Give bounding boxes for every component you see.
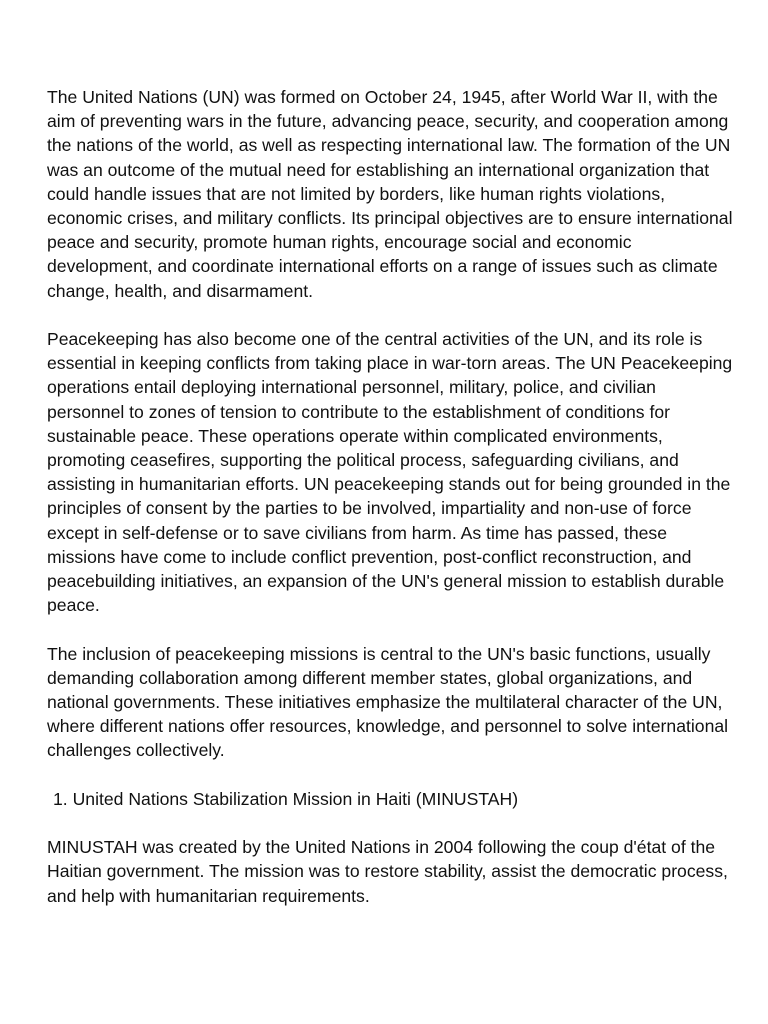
- paragraph-peacekeeping: Peacekeeping has also become one of the central activities of the UN, and its role is essential in keeping conflicts from taking place in war-torn areas. The UN Peacekeeping operations entail deploying international personnel, military, police, and civilian personnel to zones of tension to contribute to the establishment of conditions for sustainable peace. These operations operate within complicated environments, promoting ceasefires, supporting the political process, safeguarding civilians, and assisting in humanitarian efforts. UN peacekeeping stands out for being grounded in the principles of consent by the parties to be involved, impartiality and non-use of force except in self-defense or to save civilians from harm. As time has passed, these missions have come to include conflict prevention, post-conflict reconstruction, and peacebuilding initiatives, an expansion of the UN's general mission to establish durable peace.: [47, 329, 733, 616]
- paragraph-minustah: MINUSTAH was created by the United Nations in 2004 following the coup d'état of the Haitian government. The mission was to restore stability, assist the democratic process, and help with humanitarian requirements.: [47, 837, 728, 906]
- paragraph-missions-inclusion: The inclusion of peacekeeping missions is central to the UN's basic functions, usually demanding collaboration among different member states, global organizations, and national governments. These initiatives emphasize the multilateral character of the UN, where different nations offer resources, knowledge, and personnel to solve international challenges collectively.: [47, 643, 729, 761]
- list-item-number: 1.: [53, 788, 68, 809]
- paragraph-un-formation: The United Nations (UN) was formed on October 24, 1945, after World War II, with the aim of preventing wars in the future, advancing peace, security, and cooperation among the nations of the world, as well as respecting international law. The formation of the UN was an outcome of the mutual need for establishing an international organization that could handle issues that are not limited by borders, like human rights violations, economic crises, and military conflicts. Its principal objectives are to ensure international peace and security, promote human rights, encourage social and economic development, and coordinate international efforts on a range of issues such as climate change, health, and disarmament.: [47, 87, 733, 301]
- list-item-minustah: [47, 787, 737, 811]
- document-body: [47, 85, 737, 932]
- list-item-text: United Nations Stabilization Mission in Haiti (MINUSTAH): [72, 788, 519, 809]
